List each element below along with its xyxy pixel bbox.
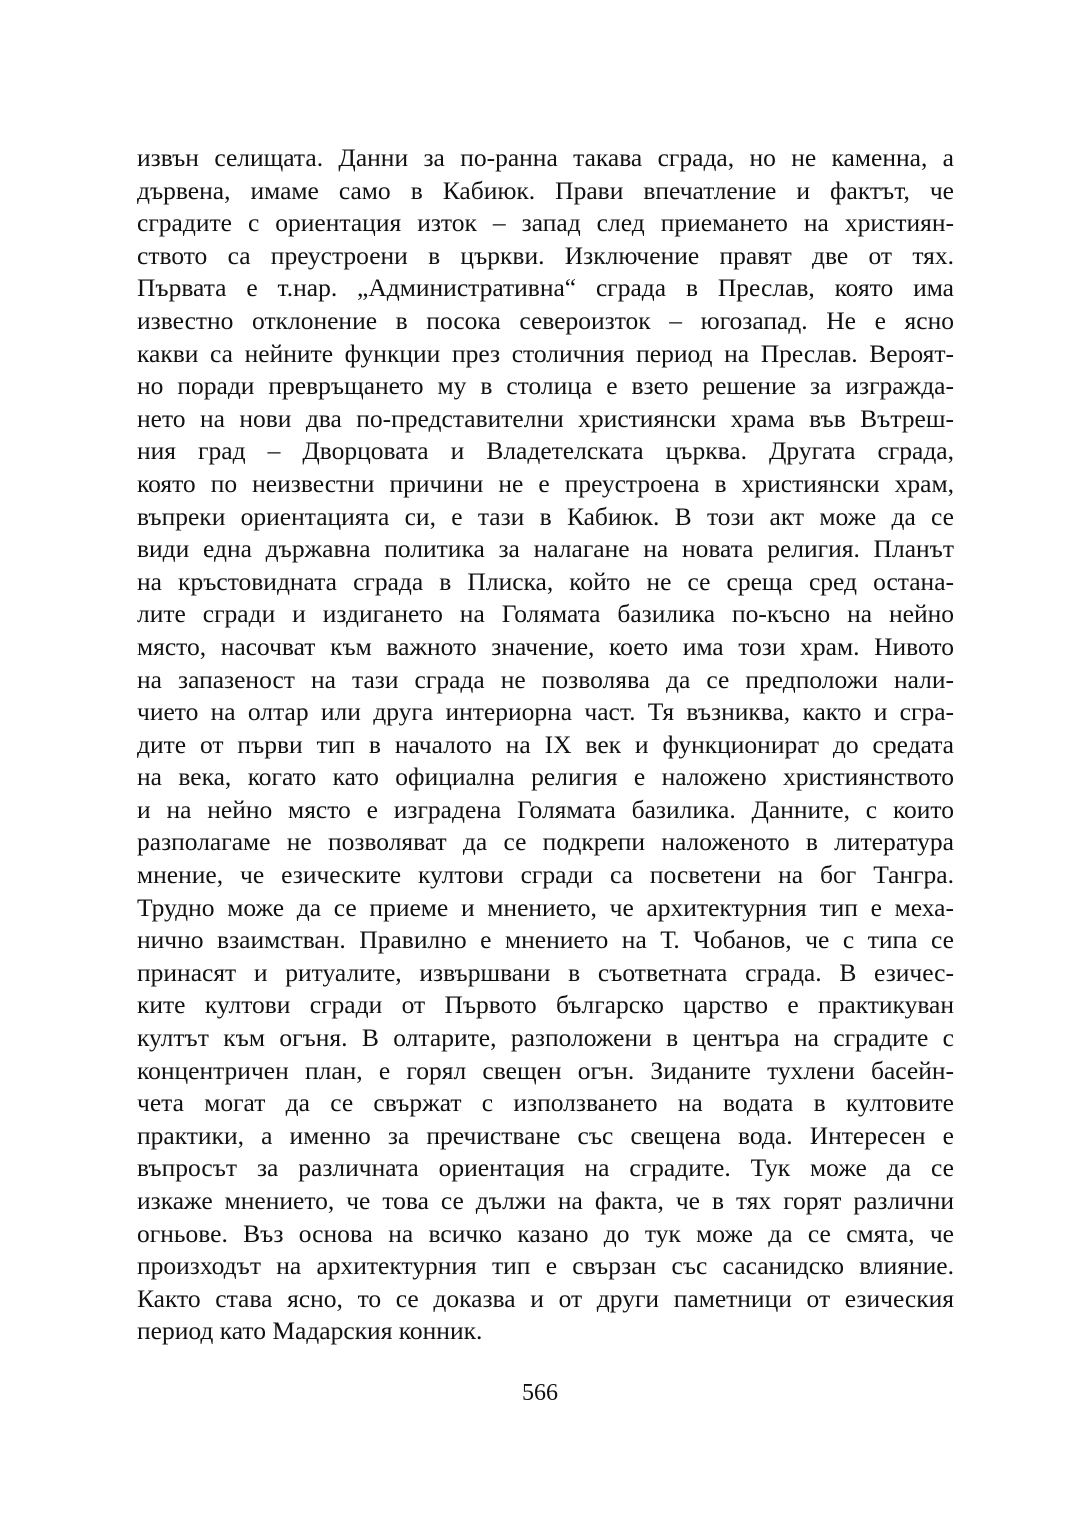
text-line: ството са преустроени в църкви. Изключение правят две от тях. — [137, 240, 954, 270]
text-line: известно отклонение в посока североизток – югозапад. Не е ясно — [137, 305, 954, 335]
body-paragraph — [137, 142, 954, 1348]
text-line: място, насочват към важното значение, което има този храм. Нивото — [137, 631, 954, 661]
text-line: период като Мадарския конник. — [137, 1316, 483, 1346]
text-line: Първата е т.нар. „Административна“ сграда в Преслав, която има — [137, 273, 954, 303]
text-line: на кръстовидната сграда в Плиска, който не се среща сред остана- — [137, 566, 954, 596]
text-line: на века, когато като официална религия е наложено християнството — [137, 762, 954, 792]
text-line: дите от първи тип в началото на IX век и функционират до средата — [137, 729, 954, 759]
text-line: огньове. Въз основа на всичко казано до тук може да се смята, че — [137, 1218, 954, 1248]
text-line: сградите с ориентация изток – запад след приемането на християн- — [137, 208, 954, 238]
text-line: произходът на архитектурния тип е свързан със сасанидско влияние. — [137, 1251, 954, 1281]
text-line: чета могат да се свържат с използването на водата в култовите — [137, 1088, 954, 1118]
text-line: принасят и ритуалите, извършвани в съответната сграда. В езичес- — [137, 957, 954, 987]
text-line: какви са нейните функции през столичния период на Преслав. Вероят- — [137, 338, 954, 368]
text-line: култът към огъня. В олтарите, разположени в центъра на сградите с — [137, 1023, 954, 1053]
text-line: ките култови сгради от Първото българско царство е практикуван — [137, 990, 954, 1020]
text-line: въпросът за различната ориентация на сградите. Тук може да се — [137, 1153, 954, 1183]
text-line: лите сгради и издигането на Голямата базилика по-късно на нейно — [137, 599, 954, 629]
text-line: нето на нови два по-представителни християнски храма във Вътреш- — [137, 403, 954, 433]
text-line: ния град – Дворцовата и Владетелската църква. Другата сграда, — [137, 436, 954, 466]
text-line: концентричен план, е горял свещен огън. Зиданите тухлени басейн- — [137, 1055, 954, 1085]
text-line: Както става ясно, то се доказва и от други паметници от езическия — [137, 1283, 954, 1313]
text-line: дървена, имаме само в Кабиюк. Прави впечатление и фактът, че — [137, 175, 954, 205]
text-line: чието на олтар или друга интериорна част. Тя възниква, както и сгра- — [137, 697, 954, 727]
text-line: извън селищата. Данни за по-ранна такава сграда, но не каменна, а — [137, 143, 954, 172]
page-number: 566 — [522, 1380, 558, 1406]
text-line: въпреки ориентацията си, е тази в Кабиюк. В този акт може да се — [137, 501, 954, 531]
text-line: на запазеност на тази сграда не позволява да се предположи нали- — [137, 664, 954, 694]
text-line: Трудно може да се приеме и мнението, че архитектурния тип е меха- — [137, 892, 954, 922]
text-line: мнение, че езическите култови сгради са посветени на бог Тангра. — [137, 860, 954, 890]
text-line: види една държавна политика за налагане на новата религия. Планът — [137, 534, 954, 564]
text-line: но поради превръщането му в столица е взето решение за изгражда- — [137, 371, 954, 401]
text-line: и на нейно място е изградена Голямата базилика. Данните, с които — [137, 794, 954, 824]
text-line: разполагаме не позволяват да се подкрепи наложеното в литература — [137, 827, 954, 857]
text-line: практики, а именно за пречистване със свещена вода. Интересен е — [137, 1120, 954, 1150]
text-line: изкаже мнението, че това се дължи на факта, че в тях горят различни — [137, 1186, 954, 1215]
text-line: нично взаимстван. Правилно е мнението на Т. Чобанов, че с типа се — [137, 925, 954, 955]
text-line: която по неизвестни причини не е преустроена в християнски храм, — [137, 468, 954, 498]
